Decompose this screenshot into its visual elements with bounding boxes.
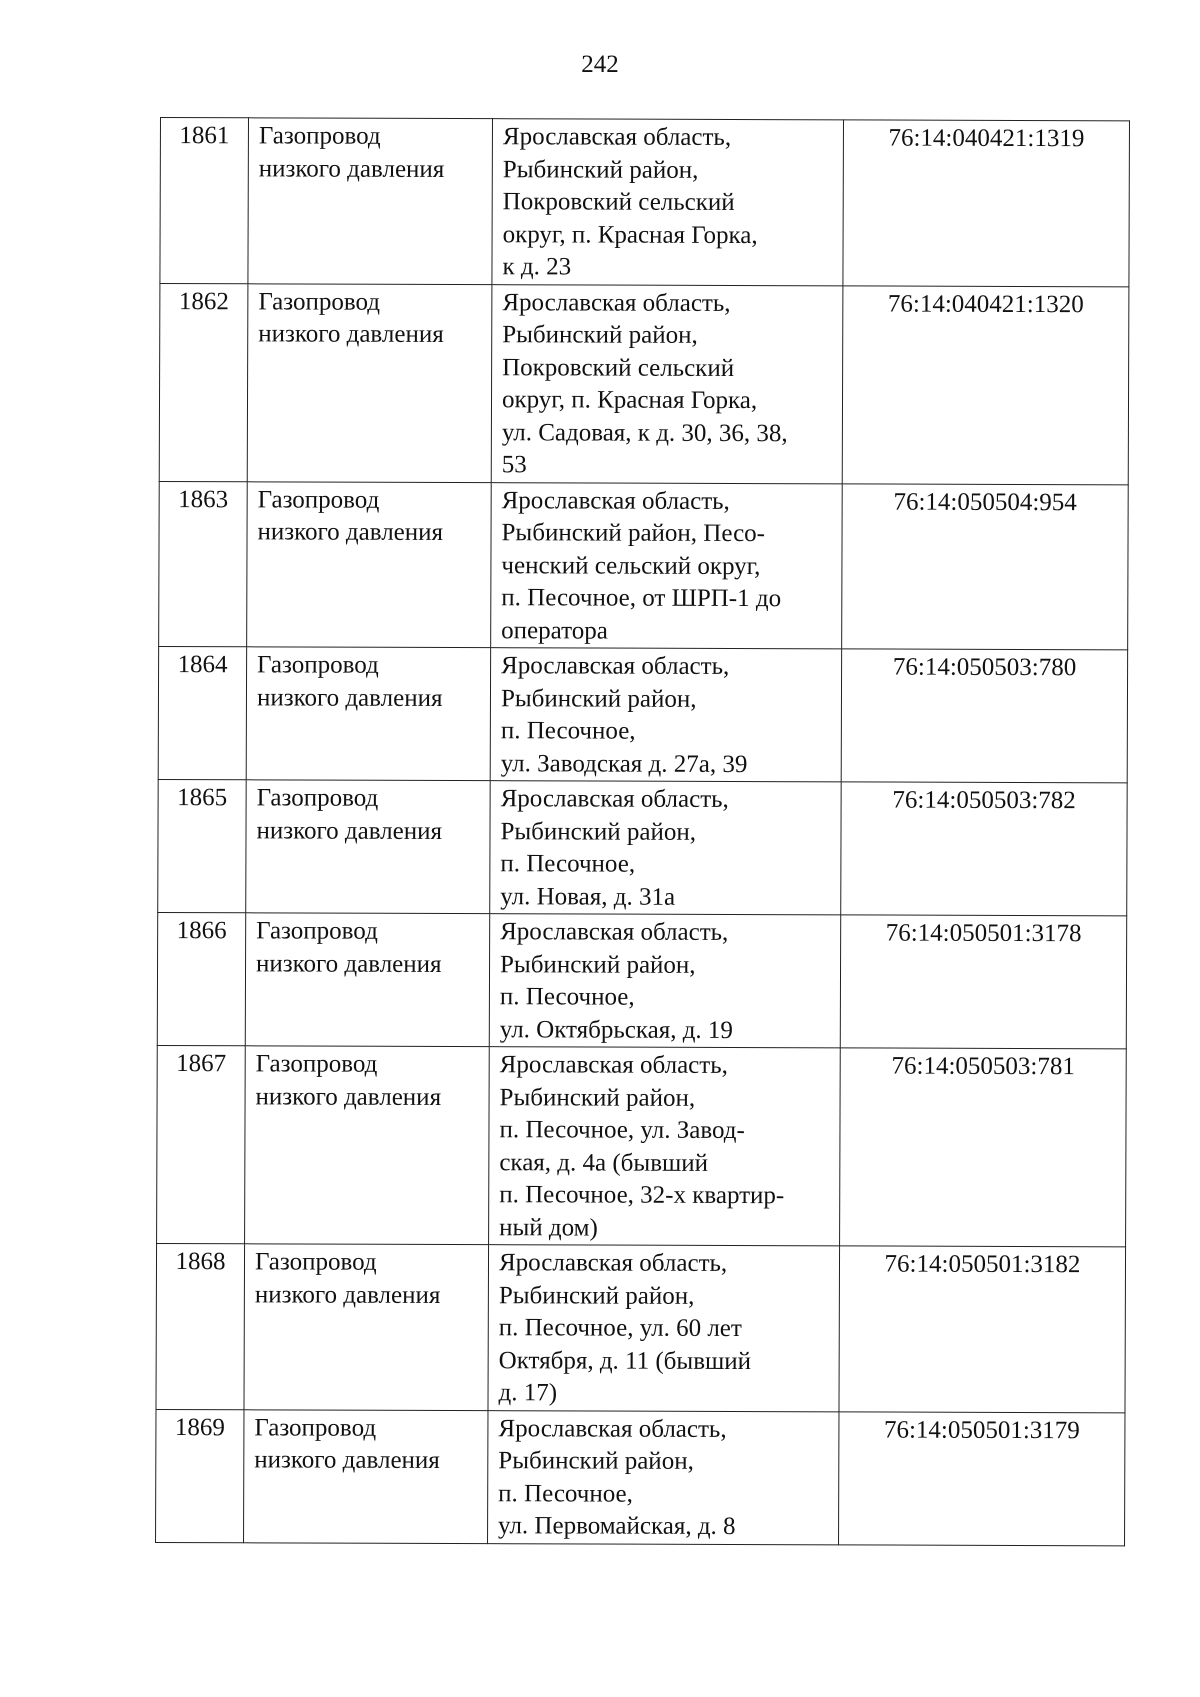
object-address-line: п. Песочное, xyxy=(500,850,636,878)
object-name-line: Газопровод xyxy=(258,287,381,316)
table-row xyxy=(156,1409,1125,1545)
object-address-line: п. Песочное, 32-х квартир- xyxy=(499,1181,785,1210)
object-name-line: низкого давления xyxy=(258,320,444,348)
object-address-line: Ярославская область, xyxy=(498,1414,727,1443)
cadastral-number: 76:14:050503:781 xyxy=(840,1048,1127,1247)
object-address-line: п. Песочное, xyxy=(500,717,636,745)
table-row xyxy=(159,481,1129,650)
object-name-line: низкого давления xyxy=(255,949,442,978)
object-address-line: п. Песочное, ул. Завод- xyxy=(499,1116,745,1145)
object-address-line: п. Песочное, xyxy=(499,983,635,1011)
object-address-line: Покровский сельский xyxy=(502,188,735,217)
table-row xyxy=(157,1045,1127,1246)
object-name-line: низкого давления xyxy=(254,1280,441,1309)
object-address-line: ул. Заводская д. 27а, 39 xyxy=(500,749,748,778)
registry-table xyxy=(155,117,1130,1546)
object-name-line: Газопровод xyxy=(254,1248,377,1276)
object-name xyxy=(248,118,493,284)
object-address-line: Октября, д. 11 (бывший xyxy=(498,1346,752,1375)
page-number: 242 xyxy=(581,51,619,78)
cadastral-number: 76:14:040421:1320 xyxy=(842,285,1129,484)
object-name xyxy=(244,1409,488,1543)
object-address-line: п. Песочное, xyxy=(498,1479,633,1508)
object-name xyxy=(244,1244,489,1410)
object-address xyxy=(488,1245,840,1412)
table-row xyxy=(160,118,1130,287)
object-name-line: низкого давления xyxy=(256,683,443,712)
cadastral-number: 76:14:050503:780 xyxy=(841,649,1127,783)
object-address-line: Ярославская область, xyxy=(501,652,730,680)
object-address-line: Рыбинский район, xyxy=(498,1447,694,1475)
object-address xyxy=(489,1047,841,1246)
object-name-line: Газопровод xyxy=(254,1413,377,1442)
object-address xyxy=(491,284,843,483)
object-address xyxy=(490,781,841,915)
object-address-line: Ярославская область, xyxy=(500,918,729,946)
row-number: 1867 xyxy=(157,1045,246,1243)
object-address-line: п. Песочное, ул. 60 лет xyxy=(498,1314,742,1343)
object-address-line: д. 17) xyxy=(498,1379,558,1407)
object-name-line: низкого давления xyxy=(258,154,445,183)
object-name xyxy=(245,1046,490,1245)
cadastral-number: 76:14:050501:3179 xyxy=(839,1411,1125,1545)
object-address xyxy=(492,119,844,286)
object-name-line: Газопровод xyxy=(258,122,381,150)
row-number: 1869 xyxy=(156,1409,244,1542)
object-name-line: Газопровод xyxy=(256,917,378,945)
object-address-line: округ, п. Красная Горка, xyxy=(501,386,758,415)
object-address-line: к д. 23 xyxy=(502,253,572,281)
object-address xyxy=(489,914,840,1048)
row-number: 1864 xyxy=(158,646,246,779)
object-address-line: Рыбинский район, Песо- xyxy=(501,519,766,548)
object-address-line: Ярославская область, xyxy=(502,123,732,151)
object-address-line: Рыбинский район, xyxy=(499,1083,696,1112)
object-name-line: Газопровод xyxy=(255,1050,378,1078)
object-address-line: Ярославская область, xyxy=(498,1249,728,1277)
object-address-line: Рыбинский район, xyxy=(499,950,696,979)
object-address-line: ская, д. 4а (бывший xyxy=(499,1148,709,1177)
object-address-line: округ, п. Красная Горка, xyxy=(502,220,758,249)
object-name-line: низкого давления xyxy=(255,1082,442,1111)
object-address-line: Ярославская область, xyxy=(499,1051,728,1079)
object-name xyxy=(246,780,490,914)
object-address-line: оператора xyxy=(501,616,608,645)
row-number: 1863 xyxy=(159,481,248,647)
object-address-line: Ярославская область, xyxy=(501,486,730,515)
object-address-line: ул. Новая, д. 31а xyxy=(500,882,676,911)
object-name-line: Газопровод xyxy=(257,485,380,514)
object-address-line: Ярославская область, xyxy=(502,288,731,317)
object-name-line: Газопровод xyxy=(256,784,379,812)
object-address-line: 53 xyxy=(501,451,527,479)
object-name xyxy=(246,647,490,781)
table-row xyxy=(159,283,1129,484)
object-name-line: низкого давления xyxy=(254,1446,440,1474)
object-address-line: Рыбинский район, xyxy=(500,684,697,713)
object-name xyxy=(247,283,492,482)
object-address-line: Рыбинский район, xyxy=(502,321,698,349)
row-number: 1862 xyxy=(159,283,248,481)
row-number: 1866 xyxy=(157,912,245,1045)
cadastral-number: 76:14:050503:782 xyxy=(841,782,1127,916)
object-address-line: ул. Октябрьская, д. 19 xyxy=(499,1015,734,1044)
cadastral-number: 76:14:050504:954 xyxy=(842,483,1129,649)
object-name xyxy=(245,913,489,1047)
object-address-line: ченский сельский округ, xyxy=(501,551,761,580)
object-name xyxy=(247,481,492,647)
object-address-line: Ярославская область, xyxy=(500,785,729,813)
cadastral-number: 76:14:040421:1319 xyxy=(843,120,1130,286)
object-address-line: п. Песочное, от ШРП-1 до xyxy=(501,584,782,613)
registry-table-body xyxy=(156,118,1130,1546)
object-name-line: низкого давления xyxy=(257,518,444,546)
object-name-line: Газопровод xyxy=(257,651,379,679)
object-address xyxy=(488,1410,839,1544)
object-address-line: ул. Первомайская, д. 8 xyxy=(498,1512,736,1541)
row-number: 1868 xyxy=(156,1243,245,1409)
table-row xyxy=(158,779,1127,915)
table-row xyxy=(156,1243,1126,1412)
row-number: 1861 xyxy=(160,118,249,284)
object-address-line: Рыбинский район, xyxy=(500,817,697,846)
cadastral-number: 76:14:050501:3178 xyxy=(840,915,1126,1049)
row-number: 1865 xyxy=(158,779,246,912)
table-row xyxy=(157,912,1126,1048)
object-address-line: ул. Садовая, к д. 30, 36, 38, xyxy=(501,418,788,447)
object-address-line: Покровский сельский xyxy=(502,353,735,382)
object-address-line: Рыбинский район, xyxy=(502,155,699,184)
object-address-line: Рыбинский район, xyxy=(498,1281,695,1310)
cadastral-number: 76:14:050501:3182 xyxy=(839,1246,1126,1412)
object-address-line: ный дом) xyxy=(499,1213,598,1242)
object-address xyxy=(491,482,843,649)
object-name-line: низкого давления xyxy=(256,816,443,845)
table-row xyxy=(158,646,1127,782)
object-address xyxy=(490,648,841,782)
